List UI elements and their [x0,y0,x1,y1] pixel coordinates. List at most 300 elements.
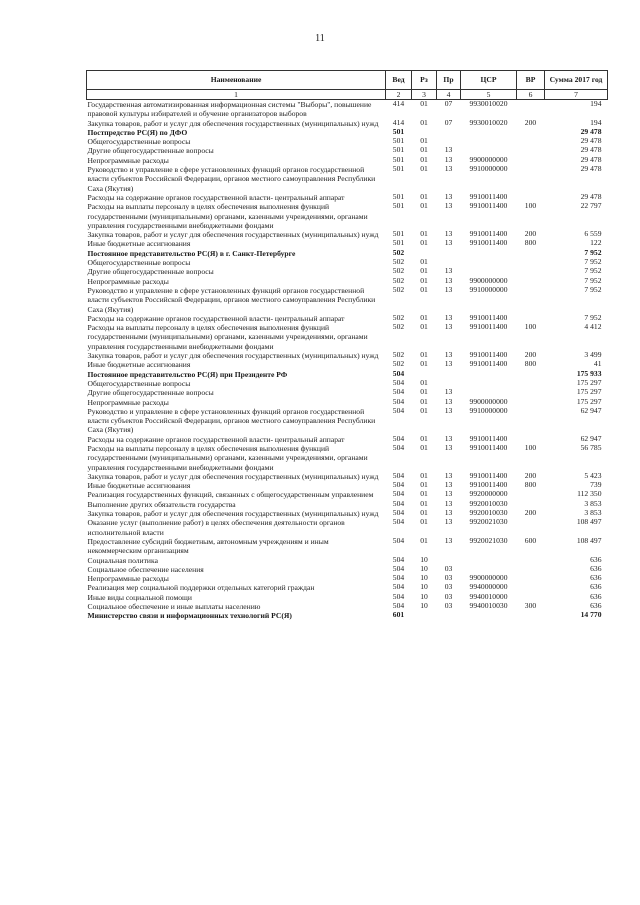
cell-vr: 200 [524,230,537,239]
cell-vr: 100 [524,202,537,211]
cell-vr [517,611,545,620]
cell-pr: 13 [444,518,453,527]
cell-pr: 13 [444,499,453,508]
cell-pr: 13 [444,276,453,285]
cell-pr: 13 [444,388,453,397]
cell-pr: 13 [444,165,453,174]
cell-pr: 03 [444,592,453,601]
cell-rz: 01 [420,146,428,155]
cell-name: Выполнение других обязательств государства [87,499,236,509]
cell-vr: 200 [524,471,537,480]
cell-name: Другие общегосударственные вопросы [87,267,214,277]
table-row [87,230,608,239]
cell-pr [437,611,461,620]
column-index: 2 [386,90,412,100]
cell-ved: 504 [392,406,405,415]
cell-csr: 9910011400 [469,239,508,248]
cell-sum: 636 [590,574,602,583]
cell-sum: 194 [590,99,602,108]
cell-vr [517,258,545,267]
cell-sum: 29 478 [580,192,602,201]
cell-sum: 636 [590,564,602,573]
column-index: 7 [545,90,608,100]
cell-rz: 10 [420,592,428,601]
table-row [87,388,608,397]
cell-ved: 504 [392,555,405,564]
cell-sum: 22 797 [580,202,602,211]
cell-name: Закупка товаров, работ и услуг для обеспечения государственных (муниципальных) нужд [87,471,379,481]
table-row [87,119,608,128]
cell-ved: 504 [392,509,405,518]
cell-rz [412,611,437,620]
budget-table-body [87,71,608,621]
cell-vr [517,286,545,314]
table-row [87,267,608,276]
table-row [87,444,608,472]
cell-ved: 501 [392,146,405,155]
cell-vr [517,407,545,435]
cell-vr [517,490,545,499]
cell-name: Расходы на выплаты персоналу в целях обеспечения выполнения функций государственными (муниципальными) органами, казенными учреждениями, органами управления государственными внебюджетными фондами [87,443,368,472]
cell-pr: 13 [444,443,453,452]
cell-pr: 13 [444,509,453,518]
cell-csr: 9910011400 [469,471,508,480]
cell-csr: 9900000000 [469,397,508,406]
cell-csr: 9910011400 [469,192,508,201]
table-row [87,435,608,444]
cell-rz: 10 [420,602,428,611]
cell-ved: 504 [392,397,405,406]
cell-sum: 29 478 [580,165,602,174]
header-name: Наименование [87,71,386,90]
cell-rz: 01 [420,118,428,127]
cell-pr: 13 [444,202,453,211]
cell-pr [437,379,461,388]
cell-name: Постоянное представительство РС(Я) в г. Санкт-Петербурге [87,248,296,258]
cell-name: Общегосударственные вопросы [87,137,191,147]
table-row [87,351,608,360]
cell-rz: 10 [420,555,428,564]
cell-rz: 01 [420,397,428,406]
cell-vr: 800 [524,481,537,490]
cell-ved: 502 [392,248,405,257]
table-row [87,249,608,258]
cell-csr: 9910000000 [469,285,508,294]
table-row [87,202,608,230]
cell-pr: 13 [444,192,453,201]
cell-pr [437,137,461,146]
cell-pr [437,258,461,267]
cell-csr: 9920021030 [469,518,508,527]
cell-name: Закупка товаров, работ и услуг для обеспечения государственных (муниципальных) нужд [87,351,379,361]
cell-ved: 504 [392,536,405,545]
cell-name: Иные виды социальной помощи [87,592,192,602]
cell-vr [517,277,545,286]
cell-name: Руководство и управление в сфере установленных функций органов государственной власти субъектов Российской Федерации, органов местного самоуправления Республики Саха (Якутия) [87,406,376,435]
column-index: 5 [461,90,517,100]
cell-ved: 414 [392,99,405,108]
cell-pr [437,128,461,137]
cell-name: Закупка товаров, работ и услуг для обеспечения государственных (муниципальных) нужд [87,230,379,240]
cell-name: Постпредство РС(Я) по ДФО [87,127,188,137]
cell-rz: 01 [420,276,428,285]
cell-name: Расходы на выплаты персоналу в целях обеспечения выполнения функций государственными (муниципальными) органами, казенными учреждениями, органами управления государственными внебюджетными фондами [87,202,368,230]
cell-vr [517,137,545,146]
column-index: 6 [517,90,545,100]
cell-ved: 501 [392,239,405,248]
cell-ved: 601 [392,611,405,620]
cell-csr [461,137,517,146]
cell-csr: 9910000000 [469,406,508,415]
cell-vr [517,128,545,137]
cell-name: Расходы на содержание органов государственной власти- центральный аппарат [87,434,345,444]
cell-ved: 501 [392,230,405,239]
cell-csr: 9910000000 [469,165,508,174]
cell-sum: 108 497 [576,518,602,527]
table-row [87,286,608,314]
cell-pr: 13 [444,239,453,248]
cell-pr: 13 [444,406,453,415]
cell-vr [517,565,545,574]
cell-pr [437,556,461,565]
cell-csr: 9920010030 [469,509,508,518]
cell-name: Реализация государственных функций, связанных с общегосударственным управлением [87,490,374,500]
cell-name: Предоставление субсидий бюджетным, автономным учреждениям и иным некоммерческим организациям [87,536,329,556]
cell-ved: 501 [392,127,405,136]
cell-pr: 13 [444,490,453,499]
page-number: 11 [315,33,325,44]
table-row [87,137,608,146]
table-row [87,146,608,155]
cell-vr: 100 [524,443,537,452]
cell-rz: 01 [420,192,428,201]
cell-ved: 504 [392,388,405,397]
header-ved: Вед [386,71,412,90]
cell-csr [461,611,517,620]
cell-rz: 01 [420,230,428,239]
cell-rz: 01 [420,137,428,146]
cell-csr [461,146,517,155]
cell-vr: 800 [524,239,537,248]
cell-vr [517,398,545,407]
cell-csr [461,249,517,258]
cell-pr: 13 [444,267,453,276]
cell-vr: 100 [524,323,537,332]
column-index: 3 [412,90,437,100]
cell-vr [517,156,545,165]
cell-ved: 502 [392,360,405,369]
cell-name: Расходы на выплаты персоналу в целях обеспечения выполнения функций государственными (муниципальными) органами, казенными учреждениями, органами управления государственными внебюджетными фондами [87,323,368,351]
cell-ved: 501 [392,155,405,164]
cell-csr: 9940000000 [469,583,508,592]
cell-vr [517,146,545,155]
cell-ved: 504 [392,518,405,527]
cell-rz: 01 [420,323,428,332]
cell-rz: 01 [420,313,428,322]
cell-pr: 13 [444,313,453,322]
cell-name: Иные бюджетные ассигнования [87,481,191,491]
cell-pr: 13 [444,471,453,480]
cell-rz: 01 [420,406,428,415]
cell-ved: 504 [392,490,405,499]
cell-rz: 01 [420,509,428,518]
table-row [87,537,608,556]
cell-ved: 504 [392,592,405,601]
cell-pr: 13 [444,360,453,369]
cell-sum: 7 952 [584,248,602,257]
cell-sum: 175 297 [576,388,602,397]
header-rz: Рз [412,71,437,90]
cell-rz: 10 [420,574,428,583]
table-row [87,481,608,490]
cell-csr: 9940010000 [469,592,508,601]
header-pr: Пр [437,71,461,90]
cell-sum: 41 [593,360,602,369]
cell-rz [412,128,437,137]
cell-sum: 7 952 [584,276,602,285]
cell-sum: 175 297 [576,397,602,406]
cell-ved: 502 [392,258,405,267]
cell-vr [517,165,545,193]
cell-pr: 03 [444,583,453,592]
cell-name: Руководство и управление в сфере установленных функций органов государственной власти субъектов Российской Федерации, органов местного самоуправления Республики Саха (Якутия) [87,165,376,193]
cell-sum: 14 770 [580,611,602,620]
cell-sum: 175 933 [576,369,602,378]
cell-sum: 3 499 [584,351,602,360]
cell-ved: 502 [392,276,405,285]
cell-ved: 502 [392,351,405,360]
cell-rz: 01 [420,490,428,499]
cell-sum: 636 [590,555,602,564]
cell-rz: 01 [420,536,428,545]
table-row [87,602,608,611]
cell-pr: 13 [444,434,453,443]
cell-rz: 01 [420,434,428,443]
cell-sum: 108 497 [576,536,602,545]
cell-sum: 636 [590,602,602,611]
cell-ved: 501 [392,192,405,201]
table-row [87,165,608,193]
cell-vr: 200 [524,118,537,127]
cell-ved: 504 [392,434,405,443]
cell-sum: 62 947 [580,434,602,443]
cell-vr [517,388,545,397]
cell-ved: 504 [392,471,405,480]
cell-vr [517,435,545,444]
cell-ved: 502 [392,313,405,322]
cell-pr [437,370,461,379]
cell-pr: 03 [444,574,453,583]
cell-csr: 9910011400 [469,481,508,490]
cell-name: Непрограммные расходы [87,276,169,286]
cell-sum: 739 [590,481,602,490]
cell-name: Министерство связи и информационных технологий РС(Я) [87,611,292,621]
table-row [87,360,608,369]
cell-pr: 13 [444,481,453,490]
cell-name: Постоянное представительство РС(Я) при Президенте РФ [87,369,288,379]
cell-csr [461,258,517,267]
cell-sum: 5 423 [584,471,602,480]
cell-pr: 07 [444,118,453,127]
cell-csr [461,565,517,574]
cell-rz: 01 [420,518,428,527]
table-row [87,323,608,351]
cell-sum: 7 952 [584,258,602,267]
cell-csr: 9900000000 [469,276,508,285]
cell-ved: 504 [392,443,405,452]
cell-pr: 13 [444,230,453,239]
cell-sum: 3 853 [584,499,602,508]
cell-vr [517,583,545,592]
cell-sum: 29 478 [580,146,602,155]
cell-pr: 13 [444,536,453,545]
table-row [87,556,608,565]
cell-vr [517,379,545,388]
column-index: 4 [437,90,461,100]
cell-vr: 200 [524,509,537,518]
cell-name: Расходы на содержание органов государственной власти- центральный аппарат [87,192,345,202]
cell-name: Реализация мер социальной поддержки отдельных категорий граждан [87,583,315,593]
cell-pr: 03 [444,564,453,573]
cell-ved: 502 [392,323,405,332]
cell-csr [461,556,517,565]
table-row [87,518,608,537]
cell-sum: 29 478 [580,127,602,136]
cell-sum: 29 478 [580,155,602,164]
cell-name: Непрограммные расходы [87,155,169,165]
table-row [87,593,608,602]
table-row [87,472,608,481]
table-header-row [87,71,608,90]
table-row [87,258,608,267]
table-row [87,407,608,435]
table-row [87,156,608,165]
cell-vr [517,574,545,583]
cell-name: Руководство и управление в сфере установленных функций органов государственной власти субъектов Российской Федерации, органов местного самоуправления Республики Саха (Якутия) [87,285,376,314]
cell-pr [437,249,461,258]
cell-rz: 01 [420,258,428,267]
cell-vr: 200 [524,351,537,360]
table-row [87,128,608,137]
cell-sum: 175 297 [576,378,602,387]
cell-sum: 6 559 [584,230,602,239]
cell-vr [517,314,545,323]
table-row [87,239,608,248]
cell-name: Иные бюджетные ассигнования [87,239,191,249]
cell-sum: 7 952 [584,313,602,322]
cell-rz: 01 [420,471,428,480]
cell-ved: 504 [392,378,405,387]
cell-sum: 122 [590,239,602,248]
cell-vr [517,500,545,509]
cell-rz: 01 [420,239,428,248]
table-row [87,379,608,388]
cell-csr: 9920000000 [469,490,508,499]
cell-rz: 01 [420,165,428,174]
cell-vr [517,370,545,379]
cell-pr: 13 [444,397,453,406]
table-row [87,565,608,574]
cell-csr: 9920010030 [469,499,508,508]
table-row [87,490,608,499]
cell-rz: 01 [420,267,428,276]
cell-name: Другие общегосударственные вопросы [87,146,214,156]
cell-sum: 7 952 [584,267,602,276]
cell-ved: 501 [392,137,405,146]
cell-csr: 9910011400 [469,313,508,322]
cell-csr: 9910011400 [469,323,508,332]
cell-pr: 13 [444,285,453,294]
cell-csr [461,267,517,276]
cell-name: Общегосударственные вопросы [87,258,191,268]
table-row [87,509,608,518]
cell-csr [461,379,517,388]
cell-ved: 502 [392,285,405,294]
cell-rz: 01 [420,155,428,164]
cell-csr [461,370,517,379]
cell-csr: 9910011400 [469,230,508,239]
cell-sum: 29 478 [580,137,602,146]
cell-sum: 3 853 [584,509,602,518]
table-row [87,611,608,620]
cell-sum: 636 [590,583,602,592]
table-row [87,500,608,509]
cell-sum: 194 [590,118,602,127]
cell-csr [461,128,517,137]
cell-name: Социальное обеспечение и иные выплаты населению [87,602,261,612]
table-row [87,277,608,286]
cell-csr [461,388,517,397]
table-row [87,370,608,379]
cell-name: Другие общегосударственные вопросы [87,388,214,398]
cell-csr: 9930010020 [469,118,508,127]
cell-pr: 07 [444,99,453,108]
cell-rz [412,249,437,258]
cell-ved: 501 [392,202,405,211]
cell-name: Иные бюджетные ассигнования [87,360,191,370]
cell-rz: 01 [420,388,428,397]
cell-sum: 636 [590,592,602,601]
cell-csr: 9900000000 [469,155,508,164]
cell-vr [517,249,545,258]
cell-vr [517,267,545,276]
cell-rz: 10 [420,583,428,592]
cell-csr: 9900000000 [469,574,508,583]
cell-sum: 7 952 [584,285,602,294]
cell-ved: 414 [392,118,405,127]
cell-ved: 504 [392,499,405,508]
cell-rz [412,370,437,379]
cell-ved: 504 [392,564,405,573]
cell-name: Закупка товаров, работ и услуг для обеспечения государственных (муниципальных) нужд [87,509,379,519]
cell-name: Социальная политика [87,555,158,565]
cell-name: Социальное обеспечение населения [87,564,204,574]
cell-name: Закупка товаров, работ и услуг для обеспечения государственных (муниципальных) нужд [87,118,379,128]
cell-sum: 62 947 [580,406,602,415]
cell-rz: 01 [420,499,428,508]
table-row [87,100,608,119]
table-row [87,314,608,323]
header-sum: Сумма 2017 год [545,71,608,90]
cell-name: Непрограммные расходы [87,574,169,584]
cell-vr: 600 [524,536,537,545]
cell-csr: 9930010020 [469,99,508,108]
cell-vr: 300 [524,602,537,611]
column-index: 1 [87,90,386,100]
cell-rz: 01 [420,481,428,490]
cell-vr [517,593,545,602]
cell-csr: 9910011400 [469,443,508,452]
